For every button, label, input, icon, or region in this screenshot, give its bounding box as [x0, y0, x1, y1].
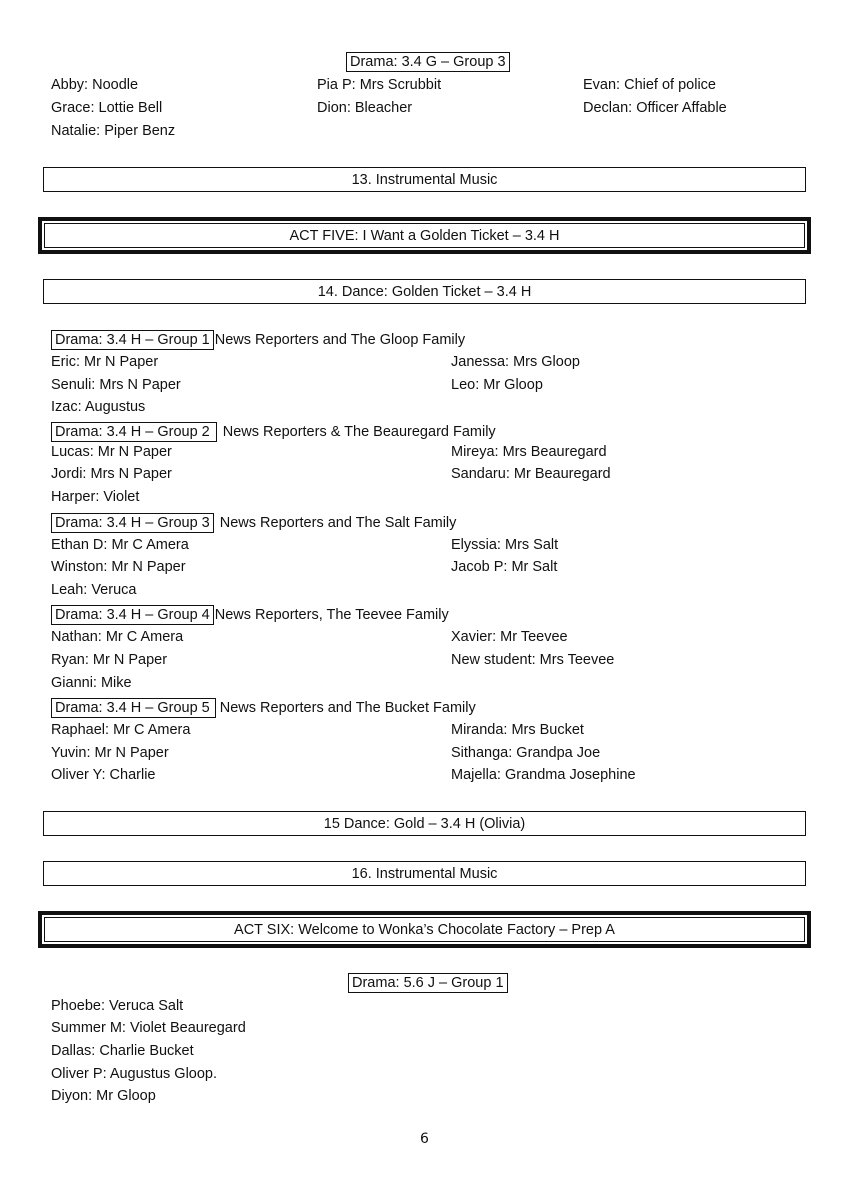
- cast-entry: Oliver P: Augustus Gloop.: [51, 1066, 218, 1082]
- cast-entry: Raphael: Mr C Amera: [51, 722, 191, 738]
- cast-entry: Abby: Noodle: [51, 77, 139, 93]
- act-six-heading: [38, 911, 811, 948]
- cast-row: [0, 652, 849, 674]
- cast-entry: Yuvin: Mr N Paper: [51, 745, 169, 761]
- cast-entry: Leo: Mr Gloop: [451, 377, 543, 393]
- cast-row: [0, 1066, 849, 1088]
- cast-entry: Majella: Grandma Josephine: [451, 767, 636, 783]
- act-five-inner-frame: [44, 223, 805, 248]
- program-item-label: 15 Dance: Gold – 3.4 H (Olivia): [323, 815, 526, 832]
- group-label: Drama: 3.4 H – Group 3: [51, 513, 214, 533]
- group-description: News Reporters and The Gloop Family: [214, 332, 466, 348]
- program-item-13: [43, 167, 806, 192]
- cast-entry: Pia P: Mrs Scrubbit: [317, 77, 442, 93]
- group-heading: [51, 604, 449, 626]
- cast-entry: Nathan: Mr C Amera: [51, 629, 184, 645]
- cast-entry: Diyon: Mr Gloop: [51, 1088, 156, 1104]
- cast-entry: Winston: Mr N Paper: [51, 559, 186, 575]
- cast-entry: Harper: Violet: [51, 489, 140, 505]
- cast-row: [0, 1088, 849, 1110]
- cast-row: [0, 100, 849, 122]
- cast-entry: Mireya: Mrs Beauregard: [451, 444, 607, 460]
- cast-entry: Evan: Chief of police: [583, 77, 716, 93]
- group-description: News Reporters & The Beauregard Family: [222, 424, 496, 440]
- cast-row: [0, 1020, 849, 1042]
- section-heading-34g-group3: Drama: 3.4 G – Group 3: [346, 52, 510, 72]
- cast-entry: Izac: Augustus: [51, 399, 146, 415]
- cast-entry: Lucas: Mr N Paper: [51, 444, 172, 460]
- cast-entry: Summer M: Violet Beauregard: [51, 1020, 246, 1036]
- cast-row: [0, 559, 849, 581]
- cast-entry: Elyssia: Mrs Salt: [451, 537, 559, 553]
- cast-row: [0, 77, 849, 99]
- cast-entry: Miranda: Mrs Bucket: [451, 722, 584, 738]
- cast-entry: Leah: Veruca: [51, 582, 137, 598]
- cast-entry: Janessa: Mrs Gloop: [451, 354, 580, 370]
- cast-row: [0, 354, 849, 376]
- cast-row: [0, 745, 849, 767]
- cast-row: [0, 377, 849, 399]
- act-six-title: ACT SIX: Welcome to Wonka’s Chocolate Factory – Prep A: [234, 921, 615, 938]
- program-item-label: 13. Instrumental Music: [351, 171, 498, 188]
- act-five-title: ACT FIVE: I Want a Golden Ticket – 3.4 H: [289, 227, 560, 244]
- group-description: News Reporters, The Teevee Family: [214, 607, 449, 623]
- cast-entry: Ethan D: Mr C Amera: [51, 537, 189, 553]
- group-heading: [51, 421, 496, 443]
- cast-entry: Eric: Mr N Paper: [51, 354, 159, 370]
- group-heading: [51, 512, 456, 534]
- cast-entry: New student: Mrs Teevee: [451, 652, 615, 668]
- cast-entry: Senuli: Mrs N Paper: [51, 377, 181, 393]
- group-description: News Reporters and The Bucket Family: [219, 700, 476, 716]
- cast-entry: Phoebe: Veruca Salt: [51, 998, 184, 1014]
- program-item-14: [43, 279, 806, 304]
- cast-entry: Gianni: Mike: [51, 675, 132, 691]
- cast-entry: Jacob P: Mr Salt: [451, 559, 558, 575]
- cast-row: [0, 675, 849, 697]
- program-item-15: [43, 811, 806, 836]
- cast-entry: Ryan: Mr N Paper: [51, 652, 168, 668]
- cast-row: [0, 444, 849, 466]
- section-heading-56j-group1: Drama: 5.6 J – Group 1: [348, 973, 508, 993]
- cast-entry: Oliver Y: Charlie: [51, 767, 156, 783]
- group-label: Drama: 3.4 H – Group 1: [51, 330, 214, 350]
- cast-row: [0, 123, 849, 145]
- cast-row: [0, 537, 849, 559]
- cast-row: [0, 582, 849, 604]
- cast-row: [0, 466, 849, 488]
- cast-row: [0, 767, 849, 789]
- cast-entry: Natalie: Piper Benz: [51, 123, 176, 139]
- cast-entry: Jordi: Mrs N Paper: [51, 466, 172, 482]
- cast-entry: Sandaru: Mr Beauregard: [451, 466, 611, 482]
- cast-entry: Declan: Officer Affable: [583, 100, 727, 116]
- group-heading: [51, 329, 465, 351]
- cast-row: [0, 722, 849, 744]
- act-six-inner-frame: [44, 917, 805, 942]
- cast-entry: Xavier: Mr Teevee: [451, 629, 568, 645]
- program-item-16: [43, 861, 806, 886]
- cast-entry: Dion: Bleacher: [317, 100, 413, 116]
- cast-row: [0, 629, 849, 651]
- cast-row: [0, 998, 849, 1020]
- group-description: News Reporters and The Salt Family: [219, 515, 457, 531]
- cast-row: [0, 399, 849, 421]
- group-label: Drama: 3.4 H – Group 5: [51, 698, 216, 718]
- cast-entry: Grace: Lottie Bell: [51, 100, 163, 116]
- act-five-heading: [38, 217, 811, 254]
- page-number: 6: [420, 1131, 429, 1147]
- group-label: Drama: 3.4 H – Group 2: [51, 422, 217, 442]
- cast-row: [0, 489, 849, 511]
- group-heading: [51, 697, 476, 719]
- cast-entry: Sithanga: Grandpa Joe: [451, 745, 601, 761]
- program-item-label: 14. Dance: Golden Ticket – 3.4 H: [317, 283, 532, 300]
- cast-row: [0, 1043, 849, 1065]
- group-label: Drama: 3.4 H – Group 4: [51, 605, 214, 625]
- program-item-label: 16. Instrumental Music: [351, 865, 498, 882]
- cast-entry: Dallas: Charlie Bucket: [51, 1043, 194, 1059]
